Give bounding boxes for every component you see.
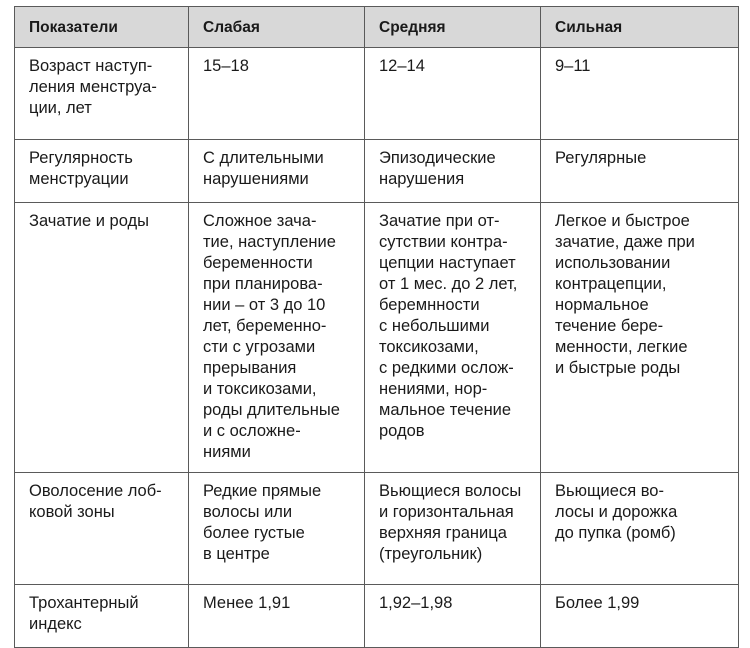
table-row	[15, 473, 739, 585]
indicator-cell: Регулярность менструации	[15, 140, 189, 203]
header-weak: Слабая	[189, 7, 365, 48]
strong-cell: Легкое и быстрое зачатие, даже при использовании контрацепции, нормальное течение бере- менности, легкие и быстрые роды	[541, 203, 739, 473]
indicator-cell: Трохантерный индекс	[15, 585, 189, 648]
strong-cell: Более 1,99	[541, 585, 739, 648]
weak-cell: 15–18	[189, 48, 365, 140]
medium-cell: Зачатие при от- сутствии контра- цепции наступает от 1 мес. до 2 лет, беремнности с небольшими токсикозами, с редкими ослож- нениями, нор- мальное течение родов	[365, 203, 541, 473]
indicator-cell: Зачатие и роды	[15, 203, 189, 473]
table-row	[15, 140, 739, 203]
header-row	[15, 7, 739, 48]
indicator-cell: Возраст наступ- ления менструа- ции, лет	[15, 48, 189, 140]
strong-cell: Вьющиеся во- лосы и дорожка до пупка (ромб)	[541, 473, 739, 585]
header-strong: Сильная	[541, 7, 739, 48]
table-row	[15, 585, 739, 648]
strong-cell: Регулярные	[541, 140, 739, 203]
header-indicators: Показатели	[15, 7, 189, 48]
medium-cell: 1,92–1,98	[365, 585, 541, 648]
weak-cell: Редкие прямые волосы или более густые в центре	[189, 473, 365, 585]
table-row	[15, 203, 739, 473]
medium-cell: Вьющиеся волосы и горизонтальная верхняя граница (треугольник)	[365, 473, 541, 585]
table-body	[15, 48, 739, 648]
indicator-cell: Оволосение лоб- ковой зоны	[15, 473, 189, 585]
medium-cell: 12–14	[365, 48, 541, 140]
comparison-table	[14, 6, 739, 648]
weak-cell: Менее 1,91	[189, 585, 365, 648]
table-row	[15, 48, 739, 140]
weak-cell: Сложное зача- тие, наступление беременности при планирова- нии – от 3 до 10 лет, беременно- сти с угрозами прерывания и токсикозами, роды длительные и с осложне- ниями	[189, 203, 365, 473]
header-medium: Средняя	[365, 7, 541, 48]
weak-cell: С длительными нарушениями	[189, 140, 365, 203]
medium-cell: Эпизодические нарушения	[365, 140, 541, 203]
strong-cell: 9–11	[541, 48, 739, 140]
table-header	[15, 7, 739, 48]
